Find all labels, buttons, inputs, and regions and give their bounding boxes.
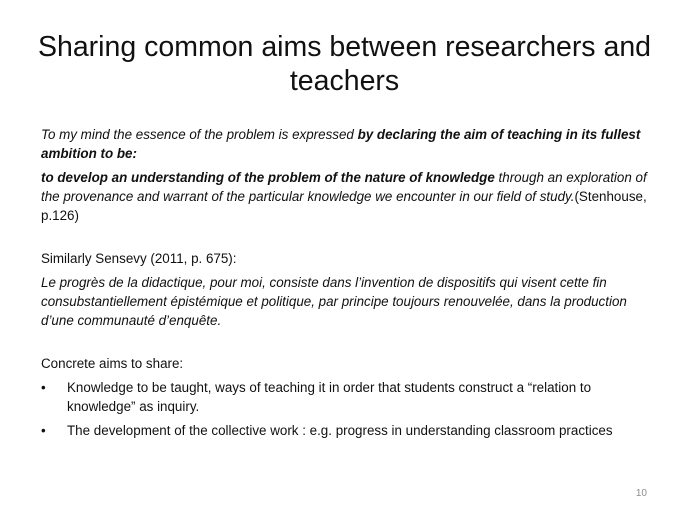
concrete-aims-heading: Concrete aims to share:: [41, 356, 184, 371]
bullet-icon: •: [41, 380, 46, 395]
bullet-text: Knowledge to be taught, ways of teaching it in order that students construct a “relation to knowledge” as inquiry.: [67, 380, 592, 414]
slide-body: [41, 125, 651, 445]
french-quote: Le progrès de la didactique, pour moi, consiste dans l’invention de dispositifs qui visent cette fin consubstantiellement épistémique et politique, par principe toujours renouvelée, dans la production d’une communauté d’enquête.: [41, 275, 627, 328]
similarly-line: Similarly Sensevy (2011, p. 675):: [41, 251, 237, 266]
quote-intro-italic: To my mind the essence of the problem is expressed: [41, 127, 358, 142]
page-number: 10: [635, 488, 647, 499]
list-item: [41, 421, 651, 440]
bullet-icon: •: [41, 423, 46, 438]
bullet-text: The development of the collective work : e.g. progress in understanding classroom practices: [67, 423, 613, 438]
quote-intro-bold: by declaring the aim of teaching in its fullest ambition to be:: [41, 127, 641, 161]
quote-citation: (Stenhouse, p.126): [41, 189, 647, 223]
slide-title: Sharing common aims between researchers and teachers: [37, 31, 652, 97]
stenhouse-quote-intro: [41, 125, 651, 163]
quote-main-italic: through an exploration of the provenance and warrant of the particular knowledge we encounter in our field of study.: [41, 170, 647, 204]
stenhouse-quote-main: [41, 168, 651, 225]
list-item: [41, 378, 651, 416]
quote-main-bold: to develop an understanding of the problem of the nature of knowledge: [41, 170, 495, 185]
